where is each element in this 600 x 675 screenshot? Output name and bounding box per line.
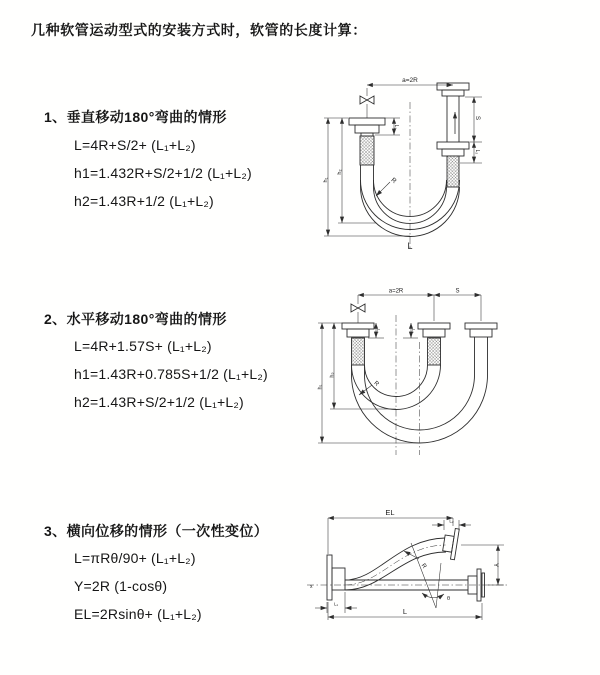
- section3-formula-EL: EL=2Rsinθ+ (L₁+L₂): [74, 606, 202, 622]
- hose-centerline: [345, 545, 446, 585]
- dim-label-l1: L₁: [393, 124, 399, 130]
- dim-label-a2r: a=2R: [388, 288, 404, 295]
- section2-formula-L: L=4R+1.57S+ (L₁+L₂): [74, 338, 212, 354]
- diagram-vertical-180-bend: [318, 72, 488, 256]
- dim-label-s: S: [474, 115, 480, 121]
- section1-formula-h2: h2=1.43R+1/2 (L₁+L₂): [74, 193, 214, 209]
- section3-heading: 3、横向位移的情形（一次性变位）: [44, 523, 269, 539]
- dim-label-el: EL: [385, 508, 395, 517]
- hose-body: [349, 83, 469, 237]
- page-title: 几种软管运动型式的安装方式时，软管的长度计算：: [31, 22, 367, 38]
- dim-label-h2: h₂: [329, 372, 336, 378]
- dim-label-l1: L₁: [376, 328, 381, 334]
- angle-reference-line: [436, 563, 441, 608]
- dim-label-L: L: [407, 241, 413, 251]
- angle-arc: [422, 593, 444, 598]
- dim-label-l2: L₂: [449, 518, 454, 524]
- diagram-lateral-displacement: [303, 505, 513, 643]
- displaced-fitting: [442, 527, 460, 560]
- braid-left: [352, 338, 365, 365]
- dimensions: [318, 295, 481, 443]
- hose-bottom-wall: [345, 552, 446, 590]
- dim-label-l2: L₂: [474, 149, 480, 155]
- dimensions: [315, 518, 504, 620]
- dim-label-s: S: [455, 288, 460, 295]
- dim-label-h1: h₁: [317, 384, 324, 390]
- angle-label: θ: [447, 596, 451, 602]
- section1-formula-h1: h1=1.432R+S/2+1/2 (L₁+L₂): [74, 165, 252, 181]
- hose-top-wall: [345, 538, 445, 580]
- section1-formula-L: L=4R+S/2+ (L₁+L₂): [74, 137, 196, 153]
- dim-label-h2: h₂: [337, 169, 343, 175]
- section2-formula-h1: h1=1.43R+0.785S+1/2 (L₁+L₂): [74, 366, 268, 382]
- centerline-mark: x: [310, 584, 313, 590]
- radius-leader: [376, 182, 390, 196]
- dim-label-y: Y: [492, 562, 499, 568]
- braid-right: [447, 156, 459, 187]
- dim-label-a2r: a=2R: [402, 77, 418, 84]
- dim-label-L: L: [402, 607, 408, 616]
- section3-formula-Y: Y=2R (1-cosθ): [74, 578, 168, 594]
- hose-body: [327, 527, 485, 601]
- section1-heading: 1、垂直移动180°弯曲的情形: [44, 109, 227, 125]
- braid-middle: [428, 338, 441, 365]
- braid-left: [360, 136, 374, 165]
- section2-formula-h2: h2=1.43R+S/2+1/2 (L₁+L₂): [74, 394, 244, 410]
- dim-label-l1: L₁: [333, 601, 339, 607]
- radius-label: R: [372, 380, 380, 388]
- radius-label: R: [389, 176, 398, 186]
- section3-formula-L: L=πRθ/90+ (L₁+L₂): [74, 550, 196, 566]
- dim-label-h1: h₁: [323, 177, 329, 183]
- angle-radius-line: [411, 543, 436, 608]
- diagram-horizontal-180-bend: [318, 287, 494, 463]
- section2-heading: 2、水平移动180°弯曲的情形: [44, 311, 227, 327]
- valve-icon: [360, 96, 374, 104]
- valve-icon: [351, 304, 365, 312]
- radius-label: R: [419, 562, 428, 570]
- dim-label-l2: L₂: [411, 328, 416, 334]
